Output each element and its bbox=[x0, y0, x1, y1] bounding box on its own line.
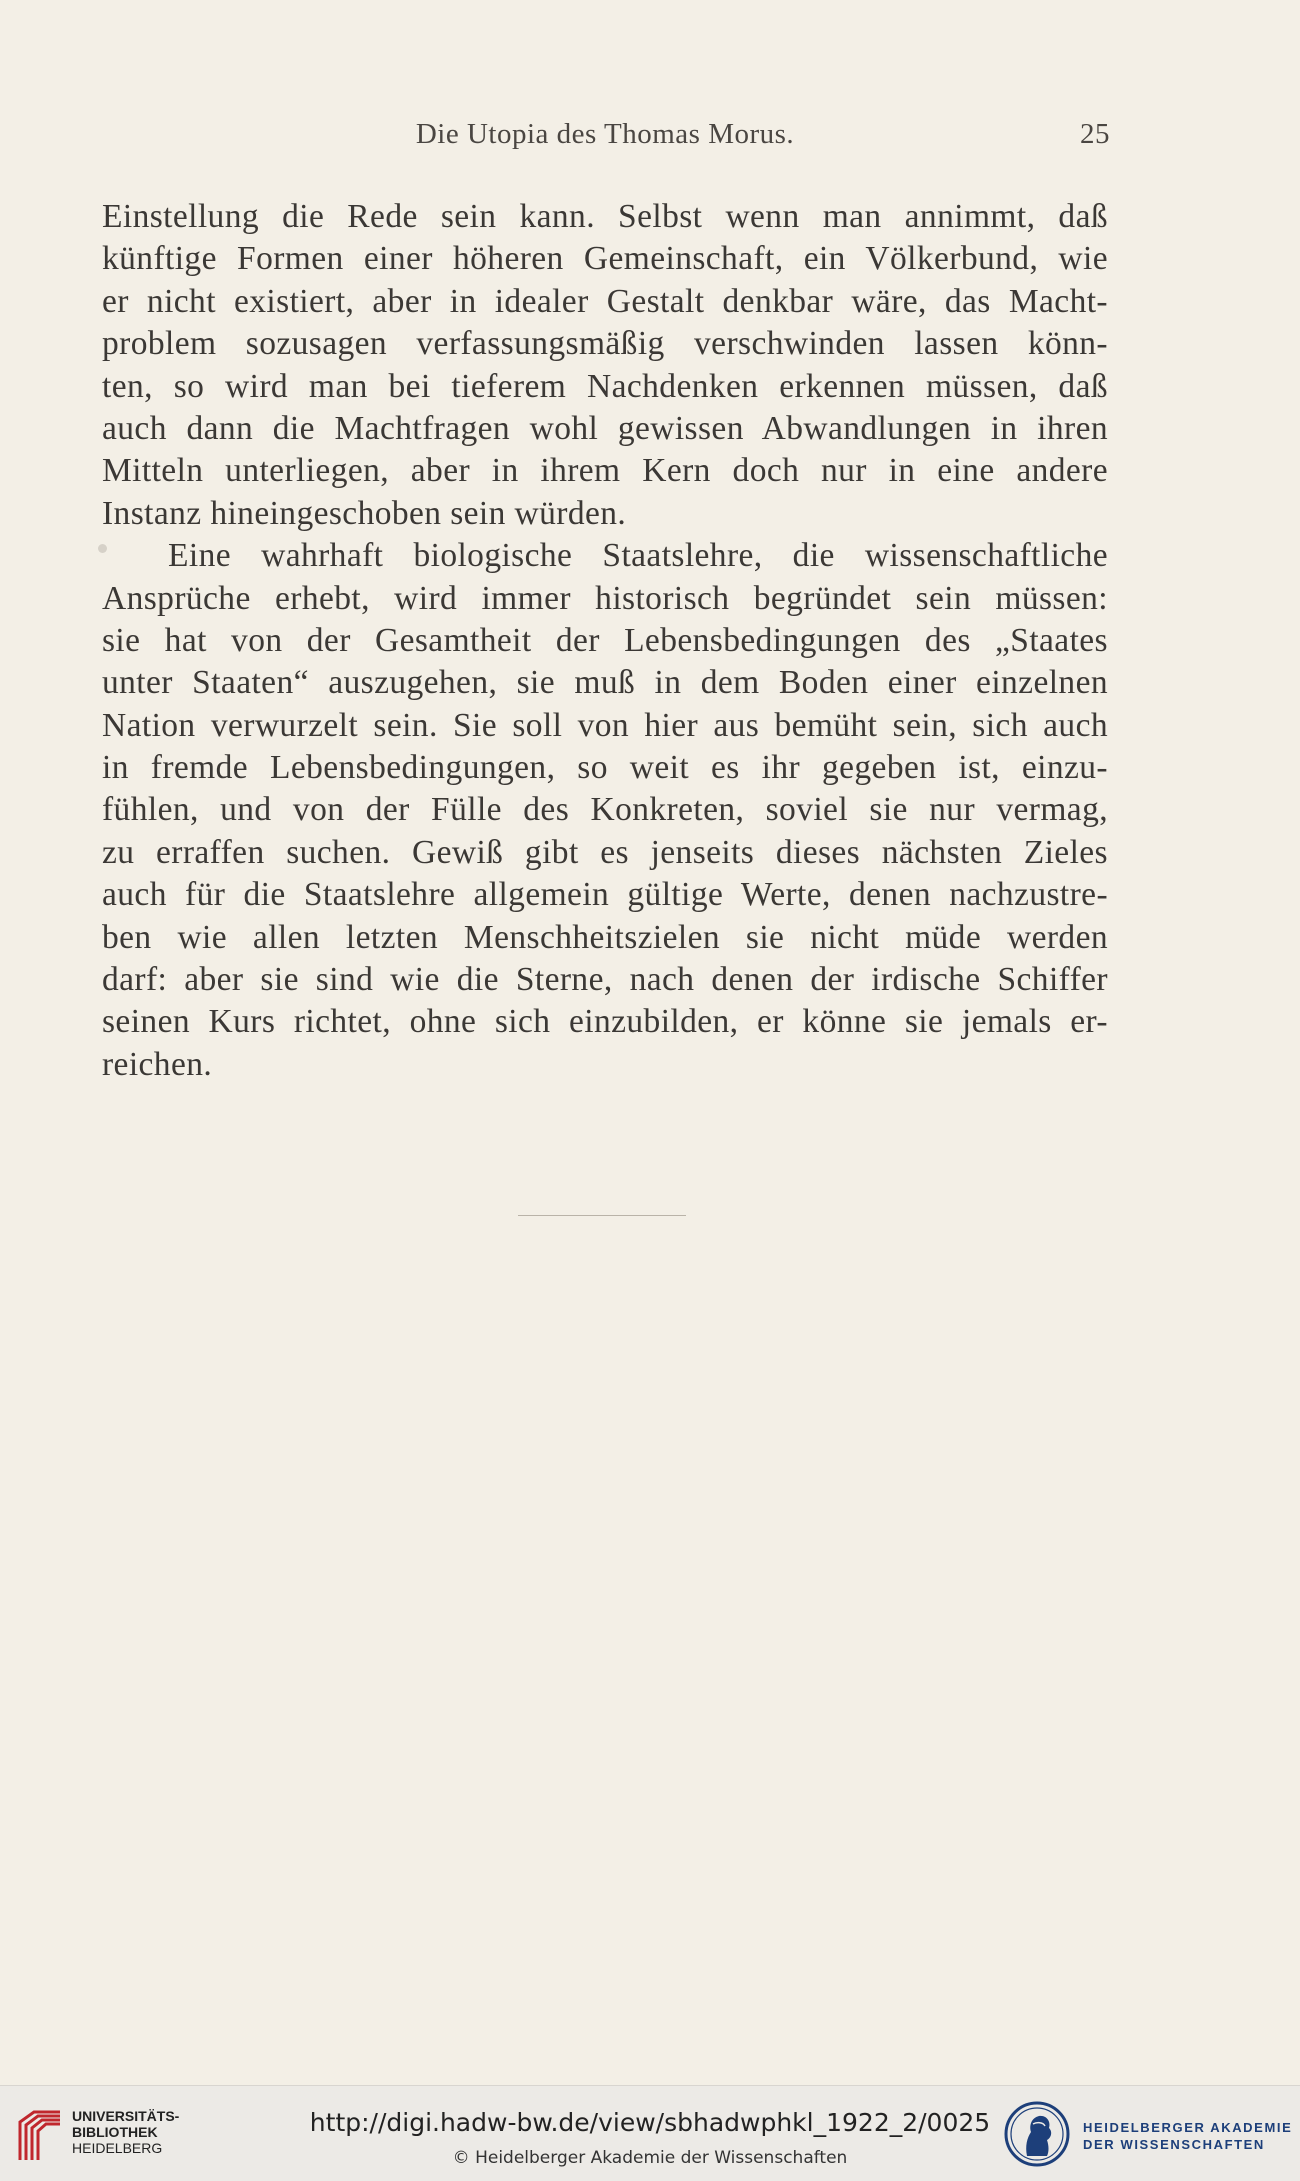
text-line: Ansprüche erhebt, wird immer historisch begründet sein müssen: bbox=[102, 579, 1108, 617]
ub-line-1: UNIVERSITÄTS- bbox=[72, 2108, 180, 2124]
footer-bar bbox=[0, 2085, 1300, 2181]
hadw-line-1: HEIDELBERGER AKADEMIE bbox=[1083, 2120, 1293, 2135]
ub-line-2: BIBLIOTHEK bbox=[72, 2124, 158, 2140]
paragraph-first-line: Eine wahrhaft biologische Staatslehre, die wissenschaftliche bbox=[168, 537, 1108, 575]
permalink-url[interactable]: http://digi.hadw-bw.de/view/sbhadwphkl_1922_2/0025 bbox=[309, 2108, 991, 2137]
text-line: ben wie allen letzten Menschheitszielen sie nicht müde werden bbox=[102, 918, 1108, 956]
text-line: in fremde Lebensbedingungen, so weit es ihr gegeben ist, einzu- bbox=[102, 749, 1108, 787]
text-line: künftige Formen einer höheren Gemeinschaft, ein Völkerbund, wie bbox=[102, 240, 1108, 278]
hadw-seal-icon[interactable] bbox=[1003, 2098, 1071, 2170]
page-number: 25 bbox=[1080, 118, 1110, 150]
text-line: auch für die Staatslehre allgemein gültige Werte, denen nachzustre- bbox=[102, 876, 1108, 914]
text-line: Instanz hineingeschoben sein würden. bbox=[102, 494, 627, 532]
text-line: fühlen, und von der Fülle des Konkreten, soviel sie nur vermag, bbox=[102, 791, 1108, 829]
text-line: er nicht existiert, aber in idealer Gestalt denkbar wäre, das Macht- bbox=[102, 282, 1108, 320]
hadw-wordmark[interactable] bbox=[1083, 2119, 1292, 2153]
running-title: Die Utopia des Thomas Morus. bbox=[415, 118, 795, 150]
text-line: zu erraffen suchen. Gewiß gibt es jenseits dieses nächsten Zieles bbox=[102, 833, 1108, 871]
text-line: Einstellung die Rede sein kann. Selbst wenn man annimmt, daß bbox=[102, 198, 1108, 235]
text-line: seinen Kurs richtet, ohne sich einzubilden, er könne sie jemals er- bbox=[102, 1003, 1108, 1041]
text-line: darf: aber sie sind wie die Sterne, nach denen der irdische Schiffer bbox=[102, 961, 1108, 999]
text-line: Nation verwurzelt sein. Sie soll von hier aus bemüht sein, sich auch bbox=[102, 706, 1108, 744]
text-line: problem sozusagen verfassungsmäßig verschwinden lassen könn- bbox=[102, 325, 1108, 363]
hadw-line-2: DER WISSENSCHAFTEN bbox=[1083, 2137, 1265, 2152]
text-line: Mitteln unterliegen, aber in ihrem Kern doch nur in eine andere bbox=[102, 452, 1108, 490]
text-line: sie hat von der Gesamtheit der Lebensbedingungen des „Staates bbox=[102, 621, 1108, 659]
end-rule bbox=[518, 1215, 686, 1216]
text-line: ten, so wird man bei tieferem Nachdenken erkennen müssen, daß bbox=[102, 367, 1108, 405]
copyright-notice: © Heidelberger Akademie der Wissenschaften bbox=[452, 2148, 848, 2168]
text-line: unter Staaten“ auszugehen, sie muß in dem Boden einer einzelnen bbox=[102, 664, 1108, 702]
text-line: auch dann die Machtfragen wohl gewissen Abwandlungen in ihren bbox=[102, 409, 1108, 447]
running-head bbox=[100, 118, 1110, 158]
text-line: reichen. bbox=[102, 1045, 213, 1083]
ub-line-3: HEIDELBERG bbox=[72, 2140, 163, 2156]
body-text bbox=[102, 196, 1108, 1086]
